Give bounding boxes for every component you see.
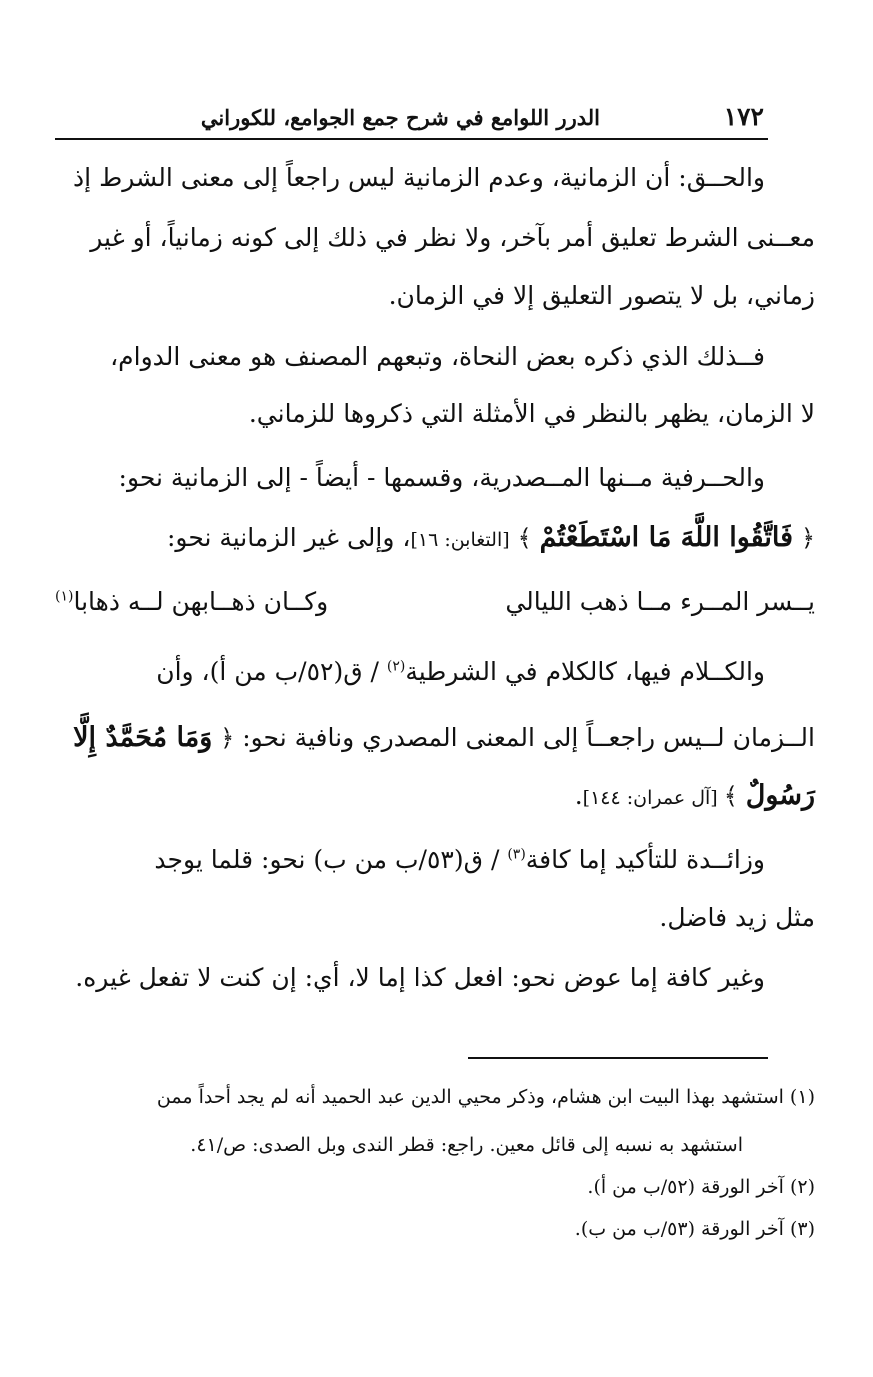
line-text: . xyxy=(574,781,583,810)
running-title: الدرر اللوامع في شرح جمع الجوامع، للكوراني xyxy=(200,105,600,130)
page-header xyxy=(55,96,768,140)
text-line: والحــق: أن الزمانية، وعدم الزمانية ليس راجعاً إلى معنى الشرط إذ xyxy=(73,163,765,192)
hemistich-text: وكــان ذهــابهن لــه ذهابا xyxy=(73,587,329,616)
line-text: / ق(٥٢/ب من أ)، وأن xyxy=(156,657,387,686)
line-text: ، وإلى غير الزمانية نحو: xyxy=(166,523,411,552)
quran-reference: [آل عمران: ١٤٤] xyxy=(582,787,724,809)
quran-open-bracket: ﴿ xyxy=(220,724,235,752)
quran-verse: وَمَا مُحَمَّدٌ إِلَّا xyxy=(73,722,213,753)
poetry-hemistich-second xyxy=(55,582,328,622)
text-line: معــنى الشرط تعليق أمر بآخر، ولا نظر في ذلك إلى كونه زمانياً، أو غير xyxy=(90,223,815,252)
quran-verse: فَاتَّقُوا اللَّهَ مَا اسْتَطَعْتُمْ xyxy=(539,522,793,553)
footnote-1: (١) استشهد بهذا البيت ابن هشام، وذكر محيي الدين عبد الحميد أنه لم يجد أحداً ممن xyxy=(156,1086,815,1108)
text-line xyxy=(55,718,815,758)
text-line xyxy=(55,776,815,818)
line-text: / ق(٥٣/ب من ب) نحو: قلما يوجد xyxy=(154,845,508,874)
quran-close-bracket: ﴾ xyxy=(723,782,738,810)
footnote-2: (٢) آخر الورقة (٥٢/ب من أ). xyxy=(587,1176,815,1198)
line-text: وزائــدة للتأكيد إما كافة xyxy=(525,845,765,874)
line-text: والكــلام فيها، كالكلام في الشرطية xyxy=(405,657,765,686)
footnote-divider xyxy=(468,1057,768,1059)
text-line xyxy=(55,518,815,560)
line-text: الــزمان لــيس راجعــاً إلى المعنى المصدري ونافية نحو: xyxy=(234,723,815,752)
text-line xyxy=(55,652,765,692)
quran-reference: [التغابن: ١٦] xyxy=(410,529,510,551)
quran-verse: رَسُولٌ xyxy=(745,780,815,811)
poetry-hemistich-first: يــسر المــرء مــا ذهب الليالي xyxy=(505,587,815,616)
text-line: وغير كافة إما عوض نحو: افعل كذا إما لا، أي: إن كنت لا تفعل غيره. xyxy=(75,963,765,992)
text-line: لا الزمان، يظهر بالنظر في الأمثلة التي ذكروها للزماني. xyxy=(248,399,815,428)
text-line xyxy=(55,840,765,880)
page-number: ١٧٢ xyxy=(723,102,764,131)
quran-open-bracket: ﴿ xyxy=(800,524,815,552)
footnote-3: (٣) آخر الورقة (٥٣/ب من ب). xyxy=(574,1218,815,1240)
quran-close-bracket: ﴾ xyxy=(517,524,532,552)
header-divider xyxy=(55,138,768,140)
text-line: فــذلك الذي ذكره بعض النحاة، وتبعهم المصنف هو معنى الدوام، xyxy=(110,342,765,371)
text-line: زماني، بل لا يتصور التعليق إلا في الزمان. xyxy=(388,281,815,310)
footnote-marker: (٣) xyxy=(507,846,526,863)
footnote-1-continued: استشهد به نسبه إلى قائل معين. راجع: قطر الندى وبل الصدى: ص/٤١. xyxy=(190,1134,743,1156)
footnote-marker: (٢) xyxy=(386,658,406,675)
text-line: مثل زيد فاضل. xyxy=(659,903,815,932)
text-line: والحــرفية مــنها المــصدرية، وقسمها - أيضاً - إلى الزمانية نحو: xyxy=(118,463,765,492)
footnote-marker: (١) xyxy=(55,588,74,605)
